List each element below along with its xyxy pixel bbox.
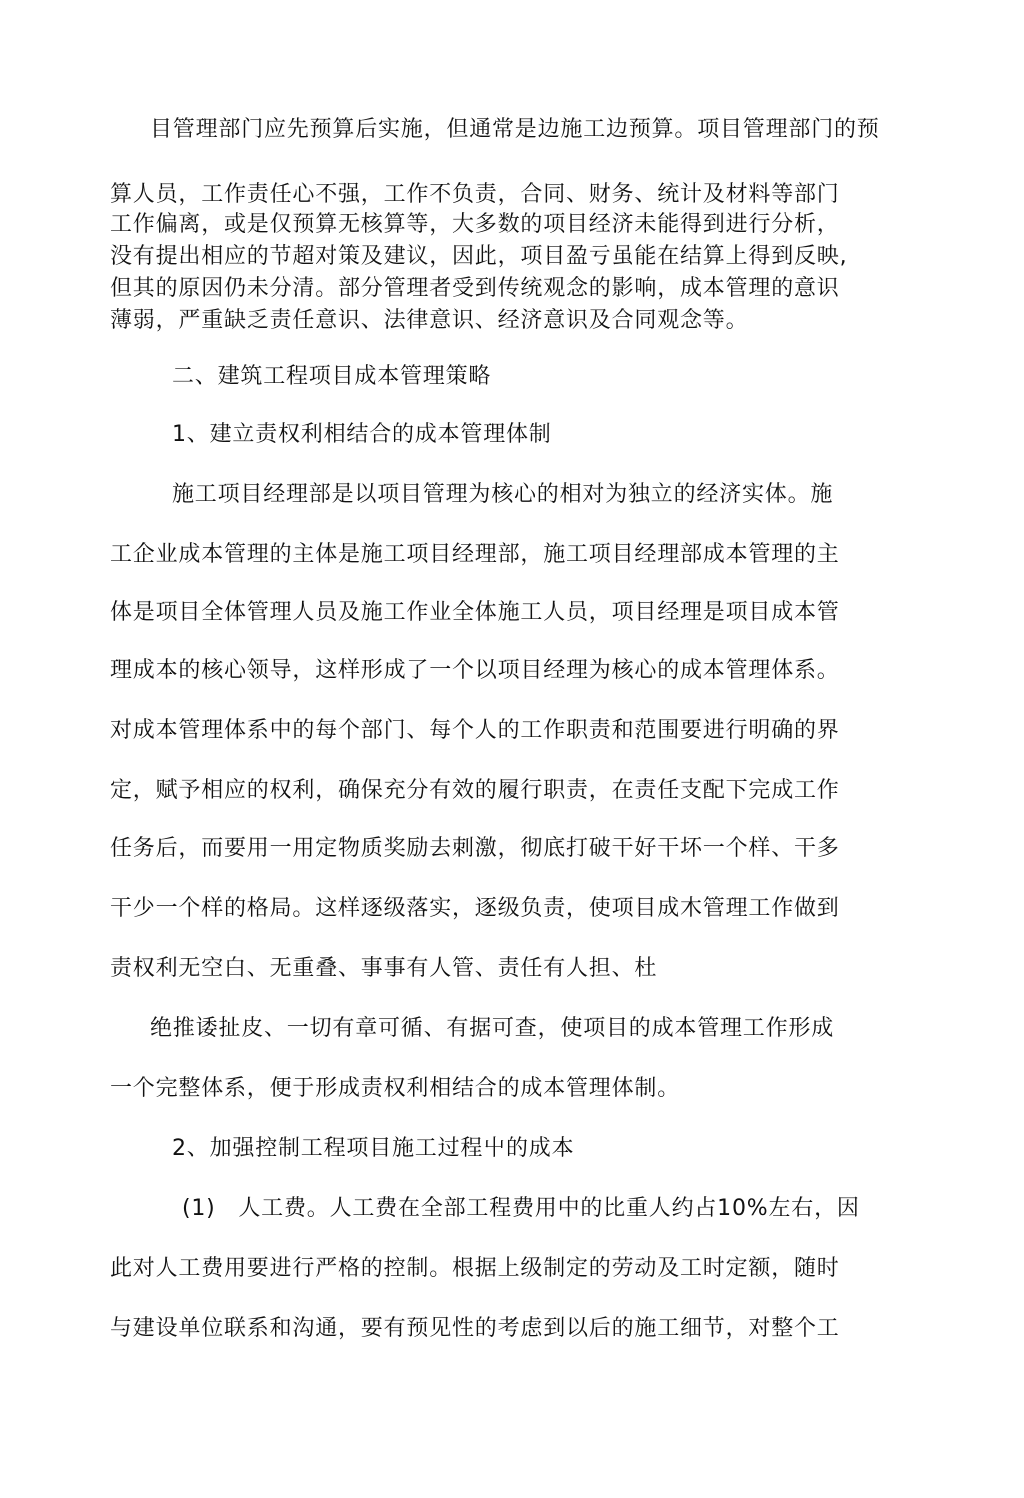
text-line-5: 但其的原因仍未分清。部分管理者受到传统观念的影响，成本管理的意识 [110, 276, 840, 301]
text-line-21: (1) 人工费。人工费在全部工程费用中的比重人约占10%左右，因 [182, 1196, 860, 1221]
text-line-19: 一个完整体系，便于形成责权利相结合的成本管理体制。 [110, 1076, 681, 1101]
text-line-22: 此对人工费用要进行严格的控制。根据上级制定的劳动及工时定额，随时 [110, 1256, 840, 1281]
section-heading: 二、建筑工程项目成本管理策略 [172, 364, 492, 389]
text-line-23: 与建设单位联系和沟通，要有预见性的考虑到以后的施工细节，对整个工 [110, 1316, 840, 1341]
text-line-16: 干少一个样的格局。这样逐级落实，逐级负责，使项目成木管理工作做到 [110, 896, 840, 921]
text-line-12: 理成本的核心领导，这样形成了一个以项目经理为核心的成本管理体系。 [110, 658, 840, 683]
text-line-13: 对成本管理体系中的每个部门、每个人的工作职责和范围要进行明确的界 [110, 718, 840, 743]
text-line-2: 算人员，工作责任心不强，工作不负责，合同、财务、统计及材料等部门 [110, 182, 840, 207]
text-line-15: 任务后，而要用一用定物质奖励去刺激，彻底打破干好干坏一个样、干多 [110, 836, 840, 861]
text-line-4: 没有提出相应的节超对策及建议，因此，项目盈亏虽能在结算上得到反映, [110, 244, 848, 269]
subsection-heading-2: 2、加强控制工程项目施工过程屮的成本 [172, 1136, 575, 1161]
text-line-18: 绝推诿扯皮、一切有章可循、有据可查，使项目的成本管理工作形成 [150, 1016, 835, 1041]
text-line-9: 施工项目经理部是以项目管理为核心的相对为独立的经济实体。施 [172, 482, 834, 507]
text-line-11: 体是项目全体管理人员及施工作业全体施工人员，项目经理是项目成本管 [110, 600, 840, 625]
text-line-6: 薄弱，严重缺乏责任意识、法律意识、经济意识及合同观念等。 [110, 308, 749, 333]
subsection-heading-1: 1、建立责权利相结合的成本管理体制 [172, 422, 552, 447]
text-line-14: 定，赋予相应的权利，确保充分有效的履行职责，在责任支配下完成工作 [110, 778, 840, 803]
text-line-3: 工作偏离，或是仅预算无核算等，大多数的项目经济未能得到进行分析， [110, 212, 840, 237]
text-line-1: 目管理部门应先预算后实施，但通常是边施工边预算。项目管理部门的预 [150, 117, 880, 142]
text-line-17: 责权利无空白、无重叠、事事有人管、责任有人担、杜 [110, 956, 658, 981]
text-line-10: 工企业成本管理的主体是施工项目经理部，施工项目经理部成本管理的主 [110, 542, 840, 567]
